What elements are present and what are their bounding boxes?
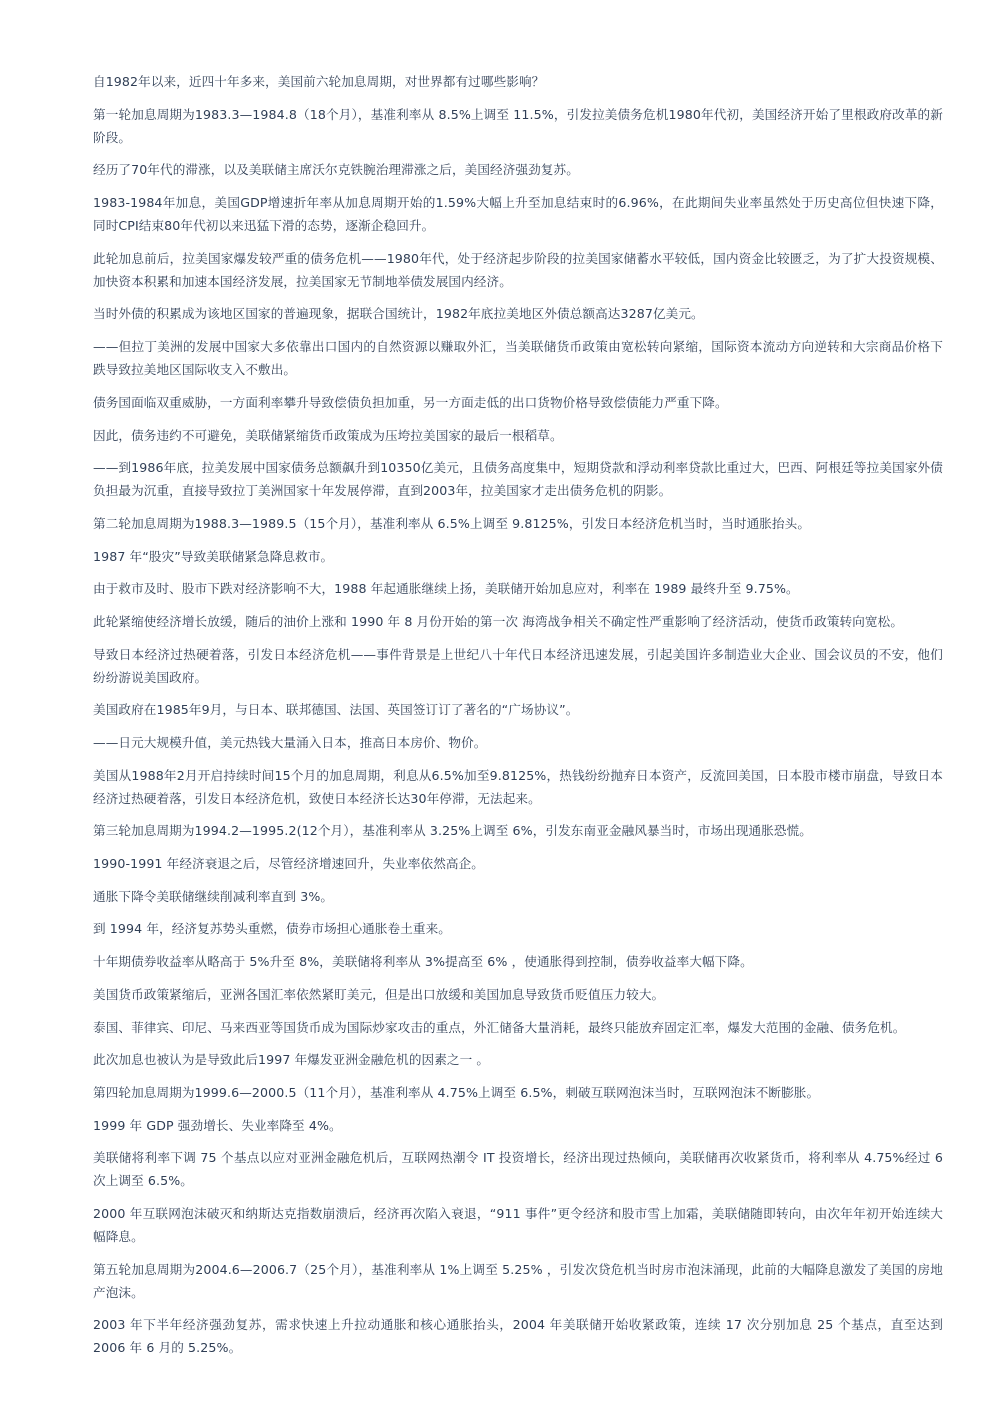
paragraph-second-cycle: 第二轮加息周期为1988.3—1989.5（15个月），基准利率从 6.5%上调至 9.8125%，引发日本经济危机当时，当时通胀抬头。 — [93, 515, 811, 531]
paragraph: 十年期债券收益率从略高于 5%升至 8%，美联储将利率从 3%提高至 6% ，使通胀得到控制，债券收益率大幅下降。 — [93, 954, 753, 970]
paragraph-third-cycle: 第三轮加息周期为1994.2—1995.2(12个月），基准利率从 3.25%上调至 6%，引发东南亚金融风暴当时，市场出现通胀恐慌。 — [93, 823, 812, 839]
document-body — [93, 70, 943, 1369]
paragraph: 通胀下降令美联储继续削减利率直到 3%。 — [93, 888, 334, 904]
paragraph: 美国政府在1985年9月，与日本、联邦德国、法国、英国签订订了著名的“广场协议”。 — [93, 702, 579, 718]
paragraph-fourth-cycle: 第四轮加息周期为1999.6—2000.5（11个月），基准利率从 4.75%上调至 6.5%，刺破互联网泡沫当时，互联网泡沫不断膨胀。 — [93, 1084, 820, 1100]
paragraph: 1990-1991 年经济衰退之后，尽管经济增速回升，失业率依然高企。 — [93, 856, 484, 872]
paragraph: 当时外债的积累成为该地区国家的普遍现象，据联合国统计，1982年底拉美地区外债总额高达3287亿美元。 — [93, 306, 704, 322]
paragraph: 2000 年互联网泡沫破灭和纳斯达克指数崩溃后，经济再次陷入衰退，“911 事件”更令经济和股市雪上加霜，美联储随即转向，由次年年初开始连续大幅降息。 — [93, 1205, 943, 1244]
paragraph: 此轮紧缩使经济增长放缓，随后的油价上涨和 1990 年 8 月份开始的第一次 海湾战争相关不确定性严重影响了经济活动，使货币政策转向宽松。 — [93, 613, 904, 629]
paragraph: ——日元大规模升值，美元热钱大量涌入日本，推高日本房价、物价。 — [93, 735, 487, 750]
paragraph: 导致日本经济过热硬着落，引发日本经济危机——事件背景是上世纪八十年代日本经济迅速发展，引起美国许多制造业大企业、国会议员的不安，他们纷纷游说美国政府。 — [93, 646, 943, 685]
paragraph: 此次加息也被认为是导致此后1997 年爆发亚洲金融危机的因素之一 。 — [93, 1052, 490, 1068]
paragraph: 因此，债务违约不可避免，美联储紧缩货币政策成为压垮拉美国家的最后一根稻草。 — [93, 427, 563, 443]
paragraph: 泰国、菲律宾、印尼、马来西亚等国货币成为国际炒家攻击的重点，外汇储备大量消耗，最终只能放弃固定汇率，爆发大范围的金融、债务危机。 — [93, 1019, 906, 1035]
paragraph: 到 1994 年，经济复苏势头重燃，债券市场担心通胀卷土重来。 — [93, 921, 451, 937]
paragraph: ——但拉丁美洲的发展中国家大多依靠出口国内的自然资源以赚取外汇，当美联储货币政策由宽松转向紧缩，国际资本流动方向逆转和大宗商品价格下跌导致拉美地区国际收支入不敷出。 — [93, 339, 943, 378]
paragraph: 1983-1984年加息，美国GDP增速折年率从加息周期开始的1.59%大幅上升至加息结束时的6.96%，在此期间失业率虽然处于历史高位但快速下降，同时CPI结束80年代初以来迅猛下滑的态势，逐渐企稳回升。 — [93, 195, 943, 234]
paragraph: 美国从1988年2月开启持续时间15个月的加息周期，利息从6.5%加至9.8125%，热钱纷纷抛弃日本资产，反流回美国，日本股市楼市崩盘，导致日本经济过热硬着落，引发日本经济危机，致使日本经济长达30年停滞，无法起来。 — [93, 767, 943, 806]
paragraph: 美国货币政策紧缩后，亚洲各国汇率依然紧盯美元，但是出口放缓和美国加息导致货币贬值压力较大。 — [93, 986, 665, 1002]
paragraph: 经历了70年代的滞涨，以及美联储主席沃尔克铁腕治理滞涨之后，美国经济强劲复苏。 — [93, 162, 579, 178]
paragraph: 美联储将利率下调 75 个基点以应对亚洲金融危机后，互联网热潮令 IT 投资增长，经济出现过热倾向，美联储再次收紧货币，将利率从 4.75%经过 6 次上调至 6.5%。 — [93, 1150, 943, 1189]
paragraph: 由于救市及时、股市下跌对经济影响不大，1988 年起通胀继续上扬，美联储开始加息应对，利率在 1989 最终升至 9.75%。 — [93, 581, 799, 597]
paragraph-intro-question: 自1982年以来，近四十年多来，美国前六轮加息周期，对世界都有过哪些影响？ — [93, 74, 545, 89]
paragraph: 债务国面临双重威胁，一方面利率攀升导致偿债负担加重，另一方面走低的出口货物价格导致偿债能力严重下降。 — [93, 394, 728, 410]
paragraph-fifth-cycle: 第五轮加息周期为2004.6—2006.7（25个月），基准利率从 1%上调至 5.25% ，引发次贷危机当时房市泡沫涌现，此前的大幅降息激发了美国的房地产泡沫。 — [93, 1261, 943, 1300]
paragraph: ——到1986年底，拉美发展中国家债务总额飙升到10350亿美元，且债务高度集中，短期贷款和浮动利率贷款比重过大，巴西、阿根廷等拉美国家外债负担最为沉重，直接导致拉丁美洲国家十年发展停滞，直到2003年，拉美国家才走出债务危机的阴影。 — [93, 460, 943, 499]
paragraph-first-cycle: 第一轮加息周期为1983.3—1984.8（18个月），基准利率从 8.5%上调至 11.5%，引发拉美债务危机1980年代初，美国经济开始了里根政府改革的新阶段。 — [93, 106, 943, 145]
paragraph: 此轮加息前后，拉美国家爆发较严重的债务危机——1980年代，处于经济起步阶段的拉美国家储蓄水平较低，国内资金比较匮乏，为了扩大投资规模、加快资本积累和加速本国经济发展，拉美国家无节制地举债发展国内经济。 — [93, 250, 943, 289]
paragraph: 1999 年 GDP 强劲增长、失业率降至 4%。 — [93, 1117, 342, 1133]
paragraph: 2003 年下半年经济强劲复苏，需求快速上升拉动通胀和核心通胀抬头，2004 年美联储开始收紧政策，连续 17 次分别加息 25 个基点，直至达到2006 年 6 月的 5.25%。 — [93, 1317, 944, 1356]
paragraph: 1987 年“股灾”导致美联储紧急降息救市。 — [93, 548, 334, 564]
